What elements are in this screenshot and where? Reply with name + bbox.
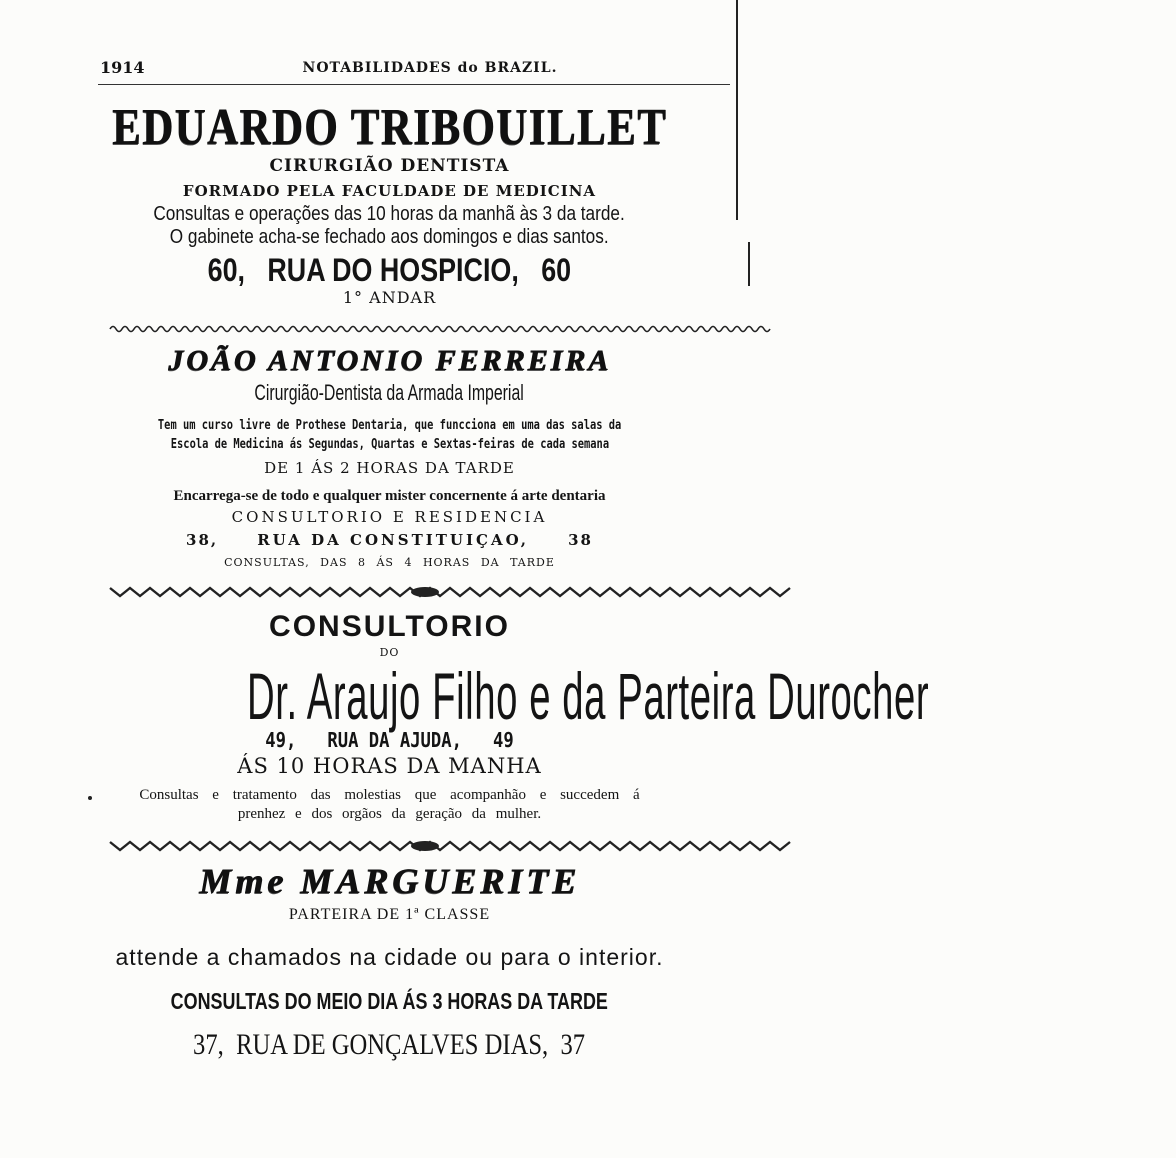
ad-ferreira-course-line2: [0, 433, 779, 452]
ad-ferreira-address: [0, 530, 779, 549]
ad-marguerite-hours-line: [0, 988, 779, 1015]
ad-araujo-address-line: [0, 728, 779, 752]
ad-marguerite-service-line: [0, 944, 779, 971]
wavy-divider: [110, 322, 740, 336]
ad-tribouillet-closed: O gabinete acha-se fechado aos domingos e dias santos.: [170, 226, 609, 248]
ad-ferreira-course-2: Escola de Medicina ás Segundas, Quartas e Sextas-feiras de cada semana: [170, 437, 609, 452]
publication-title: NOTABILIDADES do BRAZIL.: [302, 60, 558, 76]
ad-ferreira-address-num-left: 38,: [186, 531, 219, 549]
ad-araujo-desc-line2: [0, 803, 779, 823]
wavy-divider-ornament: [110, 838, 740, 852]
ad-ferreira-title: Cirurgião-Dentista da Armada Imperial: [254, 380, 525, 405]
ad-marguerite-address: 37, RUA DE GONÇALVES DIAS, 37: [193, 1028, 586, 1061]
ad-tribouillet-floor: 1° ANDAR: [342, 288, 437, 307]
running-head: [100, 58, 760, 82]
ad-araujo-desc-line1: [0, 784, 779, 804]
ad-marguerite-address-line: [0, 1028, 779, 1062]
ad-ferreira-course-1: Tem um curso livre de Prothese Dentaria, que funcciona em uma das salas da: [157, 418, 622, 433]
ad-tribouillet-closed-line: [0, 226, 779, 249]
ad-ferreira-title-line: [0, 380, 779, 406]
ad-araujo-hours: ÁS 10 HORAS DA MANHA: [237, 754, 542, 778]
ad-ferreira-address-street: RUA DA CONSTITUIÇAO,: [257, 531, 530, 549]
ad-marguerite-title: PARTEIRA DE 1ª CLASSE: [288, 906, 491, 923]
ad-ferreira-name: JOÃO ANTONIO FERREIRA: [167, 344, 612, 377]
ad-araujo-heading: CONSULTORIO: [269, 610, 510, 643]
ad-araujo-desc-1: Consultas e tratamento das molestias que acompanhão e succedem á: [139, 787, 640, 803]
ad-ferreira-consult-hours: CONSULTAS, DAS 8 ÁS 4 HORAS DA TARDE: [224, 556, 555, 569]
ad-tribouillet-name-line: [0, 98, 779, 157]
ad-marguerite-name: Mme MARGUERITE: [198, 861, 581, 901]
ad-ferreira-services: Encarrega-se de todo e qualquer mister concernente á arte dentaria: [173, 488, 606, 504]
ad-araujo-address: 49, RUA DA AJUDA, 49: [265, 728, 514, 752]
ad-marguerite-service: attende a chamados na cidade ou para o interior.: [115, 944, 664, 970]
ad-tribouillet-profession: CIRURGIÃO DENTISTA: [269, 156, 510, 176]
ad-ferreira-services-line: [0, 485, 779, 505]
ad-araujo-names-line: [0, 658, 930, 734]
ad-ferreira-name-line: [0, 344, 779, 378]
page-number: 1914: [100, 58, 145, 77]
wavy-divider-ornament: [110, 584, 740, 598]
ad-ferreira-address-num-right: 38: [568, 531, 593, 549]
ad-araujo-desc-2: prenhez e dos orgãos da geração da mulher.: [237, 806, 542, 822]
ad-tribouillet-hours-line: [0, 203, 779, 226]
header-rule: [98, 84, 730, 85]
ad-ferreira-office: CONSULTORIO E RESIDENCIA: [231, 508, 548, 526]
ad-araujo-do: DO: [379, 646, 400, 659]
ad-araujo-names: Dr. Araujo Filho e da Parteira Durocher: [247, 659, 930, 733]
ad-ferreira-course-hours: DE 1 ÁS 2 HORAS DA TARDE: [264, 459, 515, 477]
ad-araujo-heading-line: [0, 610, 779, 644]
ad-marguerite-hours: CONSULTAS DO MEIO DIA ÁS 3 HORAS DA TARDE: [170, 988, 609, 1014]
ad-tribouillet-education: FORMADO PELA FACULDADE DE MEDICINA: [182, 182, 597, 200]
ink-dot: [88, 796, 92, 800]
ad-marguerite-name-line: [0, 860, 779, 902]
ad-ferreira-course-line1: [0, 414, 779, 433]
ad-tribouillet-address: 60, RUA DO HOSPICIO, 60: [207, 252, 572, 288]
ad-tribouillet-address-line: [0, 252, 779, 289]
ad-tribouillet-name: EDUARDO TRIBOUILLET: [111, 99, 668, 156]
ad-tribouillet-hours: Consultas e operações das 10 horas da manhã às 3 da tarde.: [153, 203, 626, 225]
